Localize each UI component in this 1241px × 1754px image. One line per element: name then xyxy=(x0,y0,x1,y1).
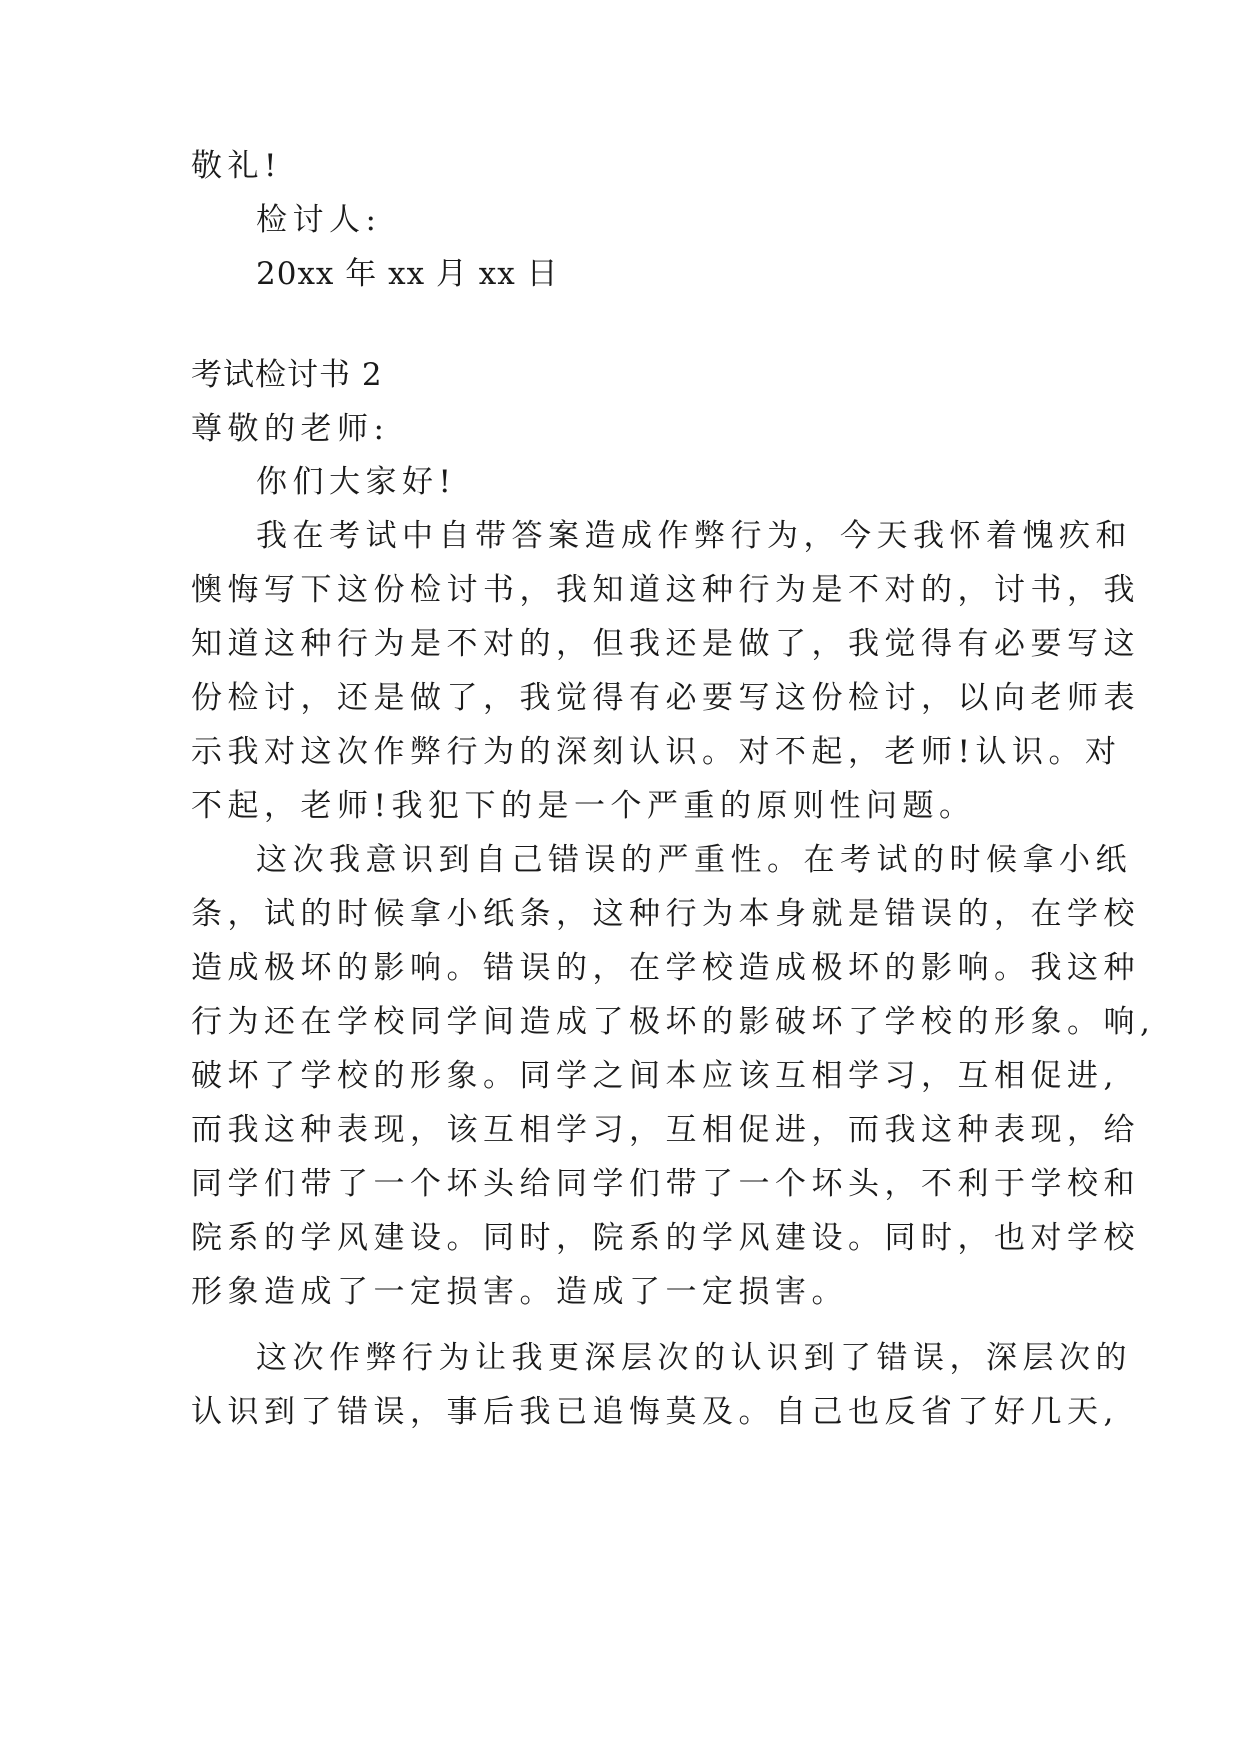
paragraph-line: 我在考试中自带答案造成作弊行为，今天我怀着愧疚和 xyxy=(256,518,1132,554)
closing-salute: 敬礼! xyxy=(191,148,282,184)
paragraph-line: 行为还在学校同学间造成了极坏的影破坏了学校的形象。响, xyxy=(191,1004,1156,1040)
paragraph-line: 院系的学风建设。同时，院系的学风建设。同时，也对学校 xyxy=(191,1220,1140,1256)
paragraph-line: 示我对这次作弊行为的深刻认识。对不起，老师!认识。对 xyxy=(191,734,1122,770)
paragraph-line: 条，试的时候拿小纸条，这种行为本身就是错误的，在学校 xyxy=(191,896,1140,932)
greeting: 尊敬的老师: xyxy=(191,411,390,447)
paragraph-line: 这次作弊行为让我更深层次的认识到了错误，深层次的 xyxy=(256,1340,1132,1376)
hello-line: 你们大家好! xyxy=(256,464,457,500)
paragraph-line: 认识到了错误，事后我已追悔莫及。自己也反省了好几天, xyxy=(191,1394,1119,1430)
paragraph-line: 破坏了学校的形象。同学之间本应该互相学习，互相促进, xyxy=(191,1058,1119,1094)
paragraph-line: 造成极坏的影响。错误的，在学校造成极坏的影响。我这种 xyxy=(191,950,1140,986)
paragraph-line: 份检讨，还是做了，我觉得有必要写这份检讨，以向老师表 xyxy=(191,680,1140,716)
signature-date: 20xx 年 xx 月 xx 日 xyxy=(256,256,559,292)
paragraph-line: 知道这种行为是不对的，但我还是做了，我觉得有必要写这 xyxy=(191,626,1140,662)
paragraph-line: 这次我意识到自己错误的严重性。在考试的时候拿小纸 xyxy=(256,842,1132,878)
paragraph-line: 不起，老师!我犯下的是一个严重的原则性问题。 xyxy=(191,788,976,824)
paragraph-line: 同学们带了一个坏头给同学们带了一个坏头，不利于学校和 xyxy=(191,1166,1140,1202)
paragraph-line: 而我这种表现，该互相学习，互相促进，而我这种表现，给 xyxy=(191,1112,1140,1148)
paragraph-line: 懊悔写下这份检讨书，我知道这种行为是不对的，讨书，我 xyxy=(191,572,1140,608)
paragraph-line: 形象造成了一定损害。造成了一定损害。 xyxy=(191,1274,848,1310)
signer-label: 检讨人: xyxy=(256,202,382,238)
section-title: 考试检讨书 2 xyxy=(191,357,383,393)
